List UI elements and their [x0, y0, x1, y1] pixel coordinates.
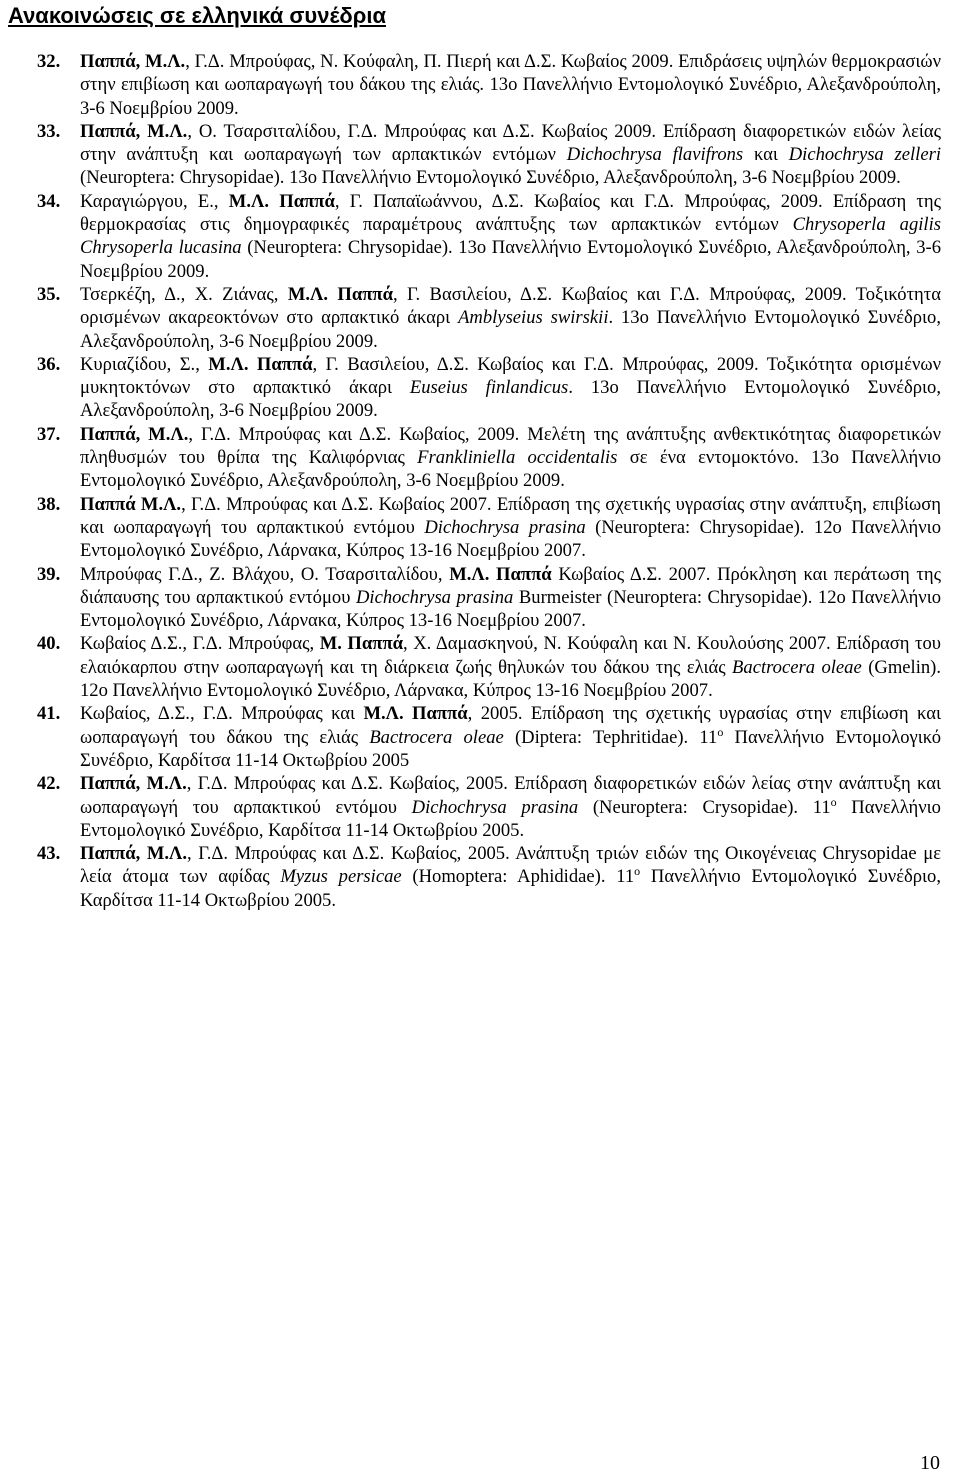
reference-text [80, 772, 941, 842]
reference-segment: , Ο. Τσαρσιταλίδου, Γ.Δ. Μπρούφας και Δ.Σ. Κωβαίος 2009. Επίδραση διαφορετικών ειδών λείας στην ανάπτυξη και ωοπαραγωγή των αρπακτικών εντόμων [80, 120, 941, 166]
reference-segment: (Neuroptera: Chrysopidae). 13ο Πανελλήνιο Εντομολογικό Συνέδριο, Αλεξανδρούπολη, 3-6 Νοεμβρίου 2009. [80, 167, 901, 189]
reference-segment: Κυριαζίδου, Σ., [80, 353, 209, 375]
reference-text [80, 632, 941, 702]
section-heading: Ανακοινώσεις σε ελληνικά συνέδρια [8, 3, 386, 28]
author-highlight: Παππά, Μ.Λ. [80, 120, 188, 142]
reference-item [37, 120, 941, 190]
reference-item [37, 632, 941, 702]
reference-list [37, 50, 941, 912]
species-name: Frankliniella occidentalis [417, 447, 618, 469]
ordinal-suffix: ο [830, 794, 837, 809]
author-highlight: Μ. Παππά [319, 633, 404, 655]
author-highlight: Μ.Λ. Παππά [449, 563, 552, 585]
species-name: Dichochrysa prasina [411, 796, 579, 818]
reference-segment: Καραγιώργου, Ε., [80, 190, 229, 212]
reference-segment: Πανελλήνιο Εντομολογικό Συνέδριο, Καρδίτσα 11-14 Οκτωβρίου 2005. [80, 866, 941, 911]
reference-segment: Πανελλήνιο Εντομολογικό Συνέδριο, Καρδίτσα 11-14 Οκτωβρίου 2005. [80, 796, 941, 841]
reference-number: 42. [37, 773, 61, 795]
reference-number: 41. [37, 703, 61, 725]
reference-number: 38. [37, 493, 61, 515]
reference-text [80, 283, 941, 353]
reference-segment: (Homoptera: Aphididae). 11 [401, 866, 635, 888]
author-highlight: Μ.Λ. Παππά [287, 283, 393, 305]
reference-segment: Τσερκέζη, Δ., Χ. Ζιάνας, [80, 283, 288, 305]
reference-item [37, 842, 941, 912]
reference-item [37, 493, 941, 563]
reference-text [80, 190, 941, 283]
reference-item [37, 353, 941, 423]
reference-text [80, 423, 941, 493]
reference-segment: (Neuroptera: Chrysopidae). 12ο Πανελλήνιο Εντομολογικό Συνέδριο, Λάρνακα, Κύπρος 13-16 Νοεμβρίου 2007. [80, 516, 941, 562]
species-name: Amblyseius swirskii [458, 307, 609, 329]
reference-segment: , Γ. Παπαϊωάννου, Δ.Σ. Κωβαίος και Γ.Δ. Μπρούφας, 2009. Επίδραση της θερμοκρασίας στις δημογραφικές παραμέτρους ανάπτυξης των αρπακτικών εντόμων [80, 190, 941, 236]
reference-number: 33. [37, 120, 61, 142]
reference-text [80, 842, 941, 912]
reference-number: 40. [37, 633, 61, 655]
reference-segment: . 13ο Πανελλήνιο Εντομολογικό Συνέδριο, Αλεξανδρούπολη, 3-6 Νοεμβρίου 2009. [80, 307, 942, 352]
reference-segment: , Χ. Δαμασκηνού, Ν. Κούφαλη και Ν. Κουλούσης 2007. Επίδραση του ελαιόκαρπου στην ωοπαραγωγή και τη διάρκεια ζωής θηλυκών του δάκου της ελιάς [80, 633, 942, 678]
author-highlight: Μ.Λ. Παππά [228, 190, 335, 212]
author-highlight: Μ.Λ. Παππά [363, 703, 468, 725]
reference-text [80, 120, 941, 190]
reference-segment: , Γ. Βασιλείου, Δ.Σ. Κωβαίος και Γ.Δ. Μπρούφας, 2009. Τοξικότητα ορισμένων μυκητοκτόνων στο αρπακτικό άκαρι [80, 353, 941, 399]
reference-segment: , Γ.Δ. Μπρούφας και Δ.Σ. Κωβαίος, 2009. Μελέτη της ανάπτυξης ανθεκτικότητας διαφορετικών πληθυσμών του θρίπα της Καλιφόρνιας [80, 423, 942, 469]
author-highlight: Παππά, Μ.Λ. [80, 773, 187, 795]
reference-segment: , Γ.Δ. Μπρούφας, Ν. Κούφαλη, Π. Πιερή και Δ.Σ. Κωβαίος 2009. Επιδράσεις υψηλών θερμοκρασιών στην επιβίωση και ωοπαραγωγή του δάκου της ελιάς. 13ο Πανελλήνιο Εντομολογικό Συνέδριο, Αλεξανδρούπολη, 3-6 Νοεμβρίου 2009. [80, 51, 941, 119]
reference-segment: , Γ.Δ. Μπρούφας και Δ.Σ. Κωβαίος, 2005. Ανάπτυξη τριών ειδών της Οικογένειας Chrysopidae με λεία άτομα των αφίδας [80, 843, 942, 888]
reference-number: 35. [37, 283, 61, 305]
ordinal-suffix: ο [717, 724, 724, 739]
reference-segment: (Neuroptera: Chrysopidae). 13ο Πανελλήνιο Εντομολογικό Συνέδριο, Αλεξανδρούπολη, 3-6 Νοεμβρίου 2009. [80, 237, 941, 282]
author-highlight: Παππά Μ.Λ. [80, 493, 182, 515]
reference-segment: (Gmelin). 12ο Πανελλήνιο Εντομολογικό Συνέδριο, Λάρνακα, Κύπρος 13-16 Νοεμβρίου 2007. [80, 656, 942, 702]
reference-segment: Κωβαίος Δ.Σ., Γ.Δ. Μπρούφας, [80, 633, 320, 655]
reference-item [37, 772, 941, 842]
reference-item [37, 190, 941, 283]
reference-item [37, 563, 941, 633]
author-highlight: Μ.Λ. Παππά [208, 353, 313, 375]
species-name: Bactrocera oleae [732, 656, 862, 678]
reference-number: 37. [37, 423, 61, 445]
author-highlight: Παππά, Μ.Λ. [80, 51, 186, 72]
species-name: Dichochrysa prasina [355, 586, 514, 608]
reference-segment: Μπρούφας Γ.Δ., Ζ. Βλάχου, Ο. Τσαρσιταλίδου, [80, 563, 450, 585]
reference-number: 32. [37, 51, 61, 72]
reference-item [37, 423, 941, 493]
reference-number: 34. [37, 190, 61, 212]
species-name: Dichochrysa prasina [424, 516, 586, 538]
species-name: Dichochrysa flavifrons [566, 144, 744, 166]
reference-item [37, 702, 941, 772]
species-name: Dichochrysa zelleri [788, 144, 942, 166]
reference-segment: (Diptera: Tephritidae). 11 [503, 726, 718, 748]
ordinal-suffix: ο [634, 864, 641, 879]
reference-segment: σε ένα εντομοκτόνο. 13ο Πανελλήνιο Εντομολογικό Συνέδριο, Αλεξανδρούπολη, 3-6 Νοεμβρίου 2009. [80, 447, 941, 492]
reference-item [37, 50, 941, 120]
reference-segment: Κωβαίος Δ.Σ. 2007. Πρόκληση και περάτωση της διάπαυσης του αρπακτικού εντόμου [80, 563, 941, 608]
reference-item [37, 283, 941, 353]
reference-segment: και [743, 144, 789, 166]
reference-segment: Κωβαίος, Δ.Σ., Γ.Δ. Μπρούφας και [80, 703, 364, 725]
page-number: 10 [920, 1452, 940, 1474]
reference-text [80, 563, 941, 633]
reference-segment: Burmeister (Neuroptera: Chrysopidae). 12ο Πανελλήνιο Εντομολογικό Συνέδριο, Λάρνακα, Κύπρος 13-16 Νοεμβρίου 2007. [80, 586, 941, 632]
reference-segment: , Γ. Βασιλείου, Δ.Σ. Κωβαίος και Γ.Δ. Μπρούφας, 2009. Τοξικότητα ορισμένων ακαρεοκτόνων στο αρπακτικό άκαρι [80, 283, 941, 329]
reference-segment: . 13ο Πανελλήνιο Εντομολογικό Συνέδριο, Αλεξανδρούπολη, 3-6 Νοεμβρίου 2009. [80, 377, 942, 422]
reference-segment: (Neuroptera: Crysopidae). 11 [578, 796, 831, 818]
reference-number: 39. [37, 563, 61, 585]
reference-segment: , Γ.Δ. Μπρούφας και Δ.Σ. Κωβαίος 2007. Επίδραση της σχετικής υγρασίας στην ανάπτυξη, επιβίωση και ωοπαραγωγή του αρπακτικού εντόμου [80, 493, 941, 538]
reference-number: 43. [37, 843, 61, 865]
reference-number: 36. [37, 353, 61, 375]
reference-text [80, 353, 941, 423]
reference-text [80, 702, 941, 772]
reference-segment: , Γ.Δ. Μπρούφας και Δ.Σ. Κωβαίος, 2005. Επίδραση διαφορετικών ειδών λείας στην ανάπτυξη και ωοπαραγωγή του αρπακτικού εντόμου [80, 773, 941, 818]
author-highlight: Παππά, Μ.Λ. [80, 423, 189, 445]
species-name: Myzus persicae [280, 866, 402, 888]
species-name: Euseius finlandicus [409, 377, 569, 399]
reference-segment: Πανελλήνιο Εντομολογικό Συνέδριο, Καρδίτσα 11-14 Οκτωβρίου 2005 [80, 726, 941, 771]
species-name: Bactrocera oleae [369, 726, 504, 748]
species-name: Chrysoperla agilis Chrysoperla lucasina [80, 214, 941, 259]
reference-segment: , 2005. Επίδραση της σχετικής υγρασίας στην επιβίωση και ωοπαραγωγή του δάκου της ελιάς [80, 703, 941, 748]
author-highlight: Παππά, Μ.Λ. [80, 843, 187, 865]
reference-text [80, 493, 941, 563]
reference-text [80, 50, 941, 120]
